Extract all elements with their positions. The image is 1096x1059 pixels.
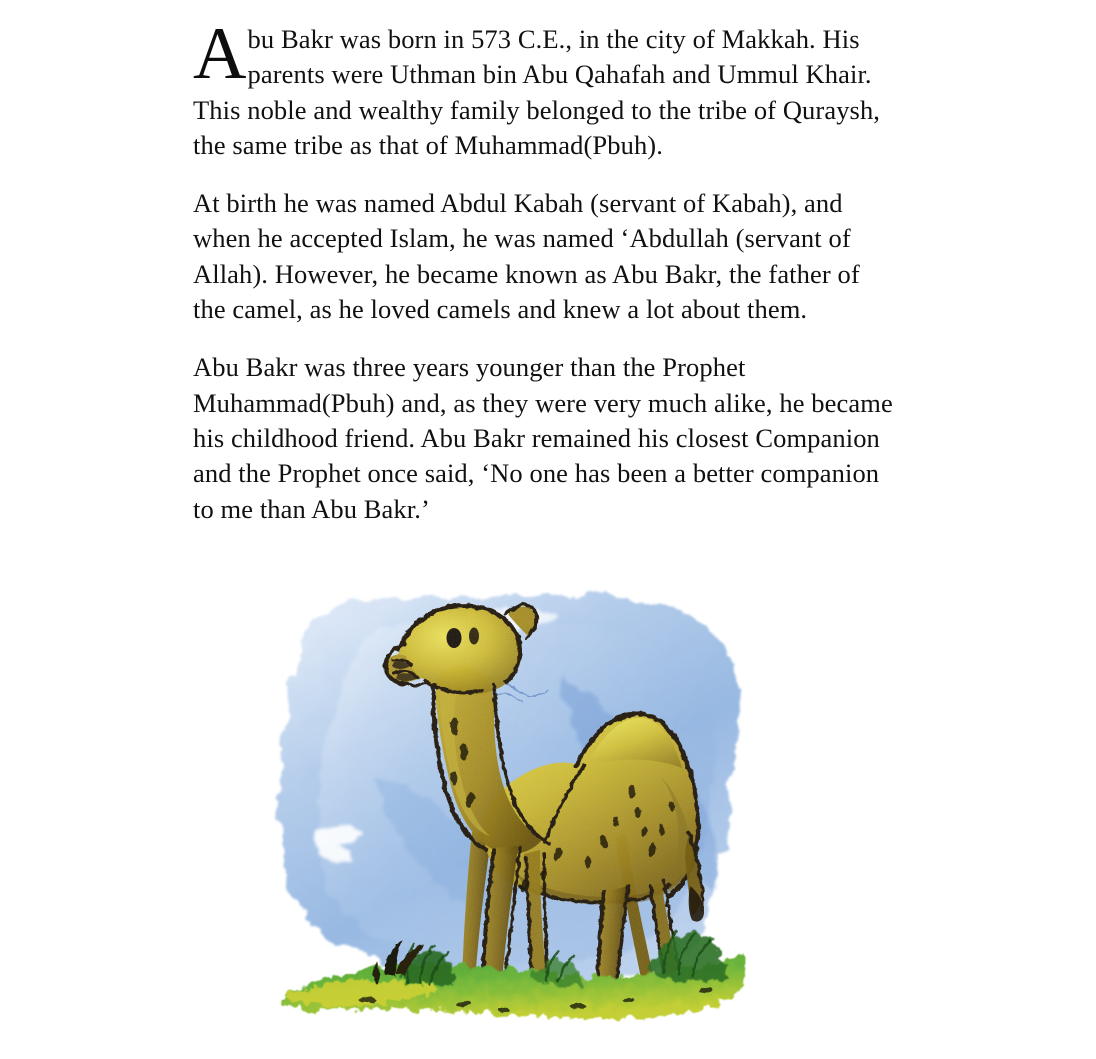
camel-eye: [447, 628, 462, 648]
paragraph-2: At birth he was named Abdul Kabah (servant of Kabah), and when he accepted Islam, he was named ‘Abdullah (servant of Allah). However, he became known as Abu Bakr, the father of the camel, as he loved camels and knew a lot about them.: [193, 188, 874, 325]
paragraph-1-text: bu Bakr was born in 573 C.E., in the city of Makkah. His parents were Uthman bin Abu Qahafah and Ummul Khair. This noble and wealthy family belonged to the tribe of Quraysh, the same tribe as that of Muhammad(Pbuh).: [193, 24, 887, 160]
paragraph-1: [193, 13, 899, 163]
camel-illustration-svg: [258, 586, 758, 1026]
camel-watercolor-illustration: [258, 586, 758, 1026]
paragraph-3: Abu Bakr was three years younger than the Prophet Muhammad(Pbuh) and, as they were very much alike, he became his childhood friend. Abu Bakr remained his closest Companion and the Prophet once said, ‘No one has been a better companion to me than Abu Bakr.’: [193, 352, 900, 524]
drop-cap-letter: A: [193, 13, 247, 95]
body-text-block: [193, 13, 900, 527]
